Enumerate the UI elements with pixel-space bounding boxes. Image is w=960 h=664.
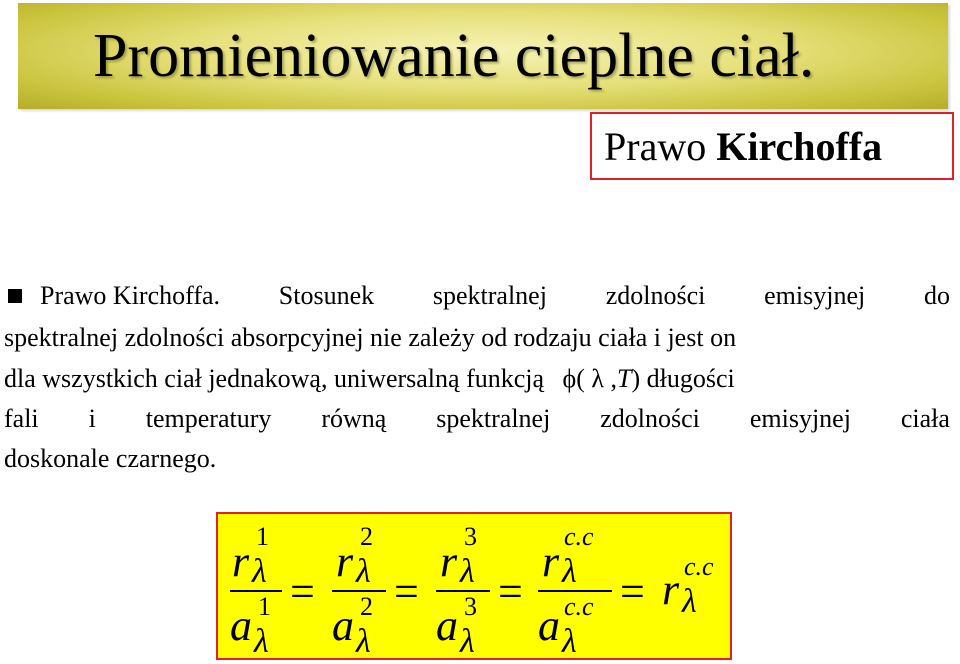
equals-sign: = [498, 567, 523, 616]
word: emisyjnej [749, 404, 851, 433]
line3-text: dla wszystkich ciał jednakową, uniwersalną funkcją [4, 364, 545, 393]
word: spektralnej [432, 281, 547, 310]
numerator-rcc: r [542, 537, 560, 586]
numerator-r1: r [232, 537, 250, 586]
sup-2: 2 [360, 522, 373, 551]
subtitle-box [590, 112, 954, 180]
paragraph-line-4 [4, 402, 950, 436]
numerator-r3: r [440, 537, 458, 586]
fraction-bar [230, 590, 282, 592]
title-banner [18, 3, 948, 109]
word: i [88, 404, 96, 433]
page-title: Promieniowanie cieplne ciał. [93, 22, 815, 90]
word: ciała [900, 404, 950, 433]
word: spektralnej [436, 404, 551, 433]
fraction-bar [332, 590, 386, 592]
sup-2: 2 [360, 592, 373, 621]
lambda-sub: λ [562, 553, 577, 590]
paragraph-line-1 [40, 279, 950, 313]
sup-1: 1 [256, 522, 269, 551]
kirchhoff-formula [216, 512, 732, 660]
subtitle-bold: Kirchoffa [716, 124, 883, 169]
lambda-sub: λ [356, 623, 371, 660]
denominator-acc: a [538, 601, 560, 650]
phi-function: ϕ( λ , [562, 364, 617, 393]
denominator-a1: a [230, 601, 252, 650]
denominator-a3: a [436, 601, 458, 650]
numerator-r2: r [336, 537, 354, 586]
fraction-bar [436, 590, 490, 592]
lambda-sub: λ [356, 553, 371, 590]
lambda-sub: λ [252, 553, 267, 590]
subtitle [604, 124, 882, 170]
sup-cc: c.c [564, 522, 594, 551]
word: zdolności [605, 281, 706, 310]
paragraph-line-5: doskonale czarnego. [4, 444, 217, 473]
paragraph-lead: Prawo Kirchoffa. [40, 281, 221, 310]
equals-sign: = [290, 567, 315, 616]
line3-end: ) długości [631, 364, 735, 393]
lambda-sub: λ [682, 583, 697, 620]
lambda-sub: λ [460, 553, 475, 590]
word: emisyjnej [764, 281, 866, 310]
subtitle-normal: Prawo [604, 124, 717, 169]
word: równą [321, 404, 387, 433]
word: zdolności [600, 404, 700, 433]
sup-3: 3 [464, 592, 477, 621]
word: do [923, 281, 950, 310]
denominator-a2: a [332, 601, 354, 650]
lambda-sub: λ [254, 623, 269, 660]
word: Stosunek [278, 281, 375, 310]
sup-1: 1 [258, 592, 271, 621]
word: fali [4, 404, 39, 433]
result-r: r [662, 565, 680, 614]
equals-sign: = [394, 567, 419, 616]
sup-cc: c.c [564, 592, 594, 621]
paragraph-line-2: spektralnej zdolności absorpcyjnej nie zależy od rodzaju ciała i jest on [4, 323, 737, 352]
sup-3: 3 [464, 522, 477, 551]
temperature-symbol: T [617, 364, 632, 393]
sup-cc: c.c [684, 552, 714, 581]
word: temperatury [145, 404, 272, 433]
paragraph-line-3 [4, 362, 950, 396]
bullet-square-icon [8, 289, 22, 303]
lambda-sub: λ [460, 623, 475, 660]
lambda-sub: λ [562, 623, 577, 660]
equals-sign: = [620, 567, 645, 616]
